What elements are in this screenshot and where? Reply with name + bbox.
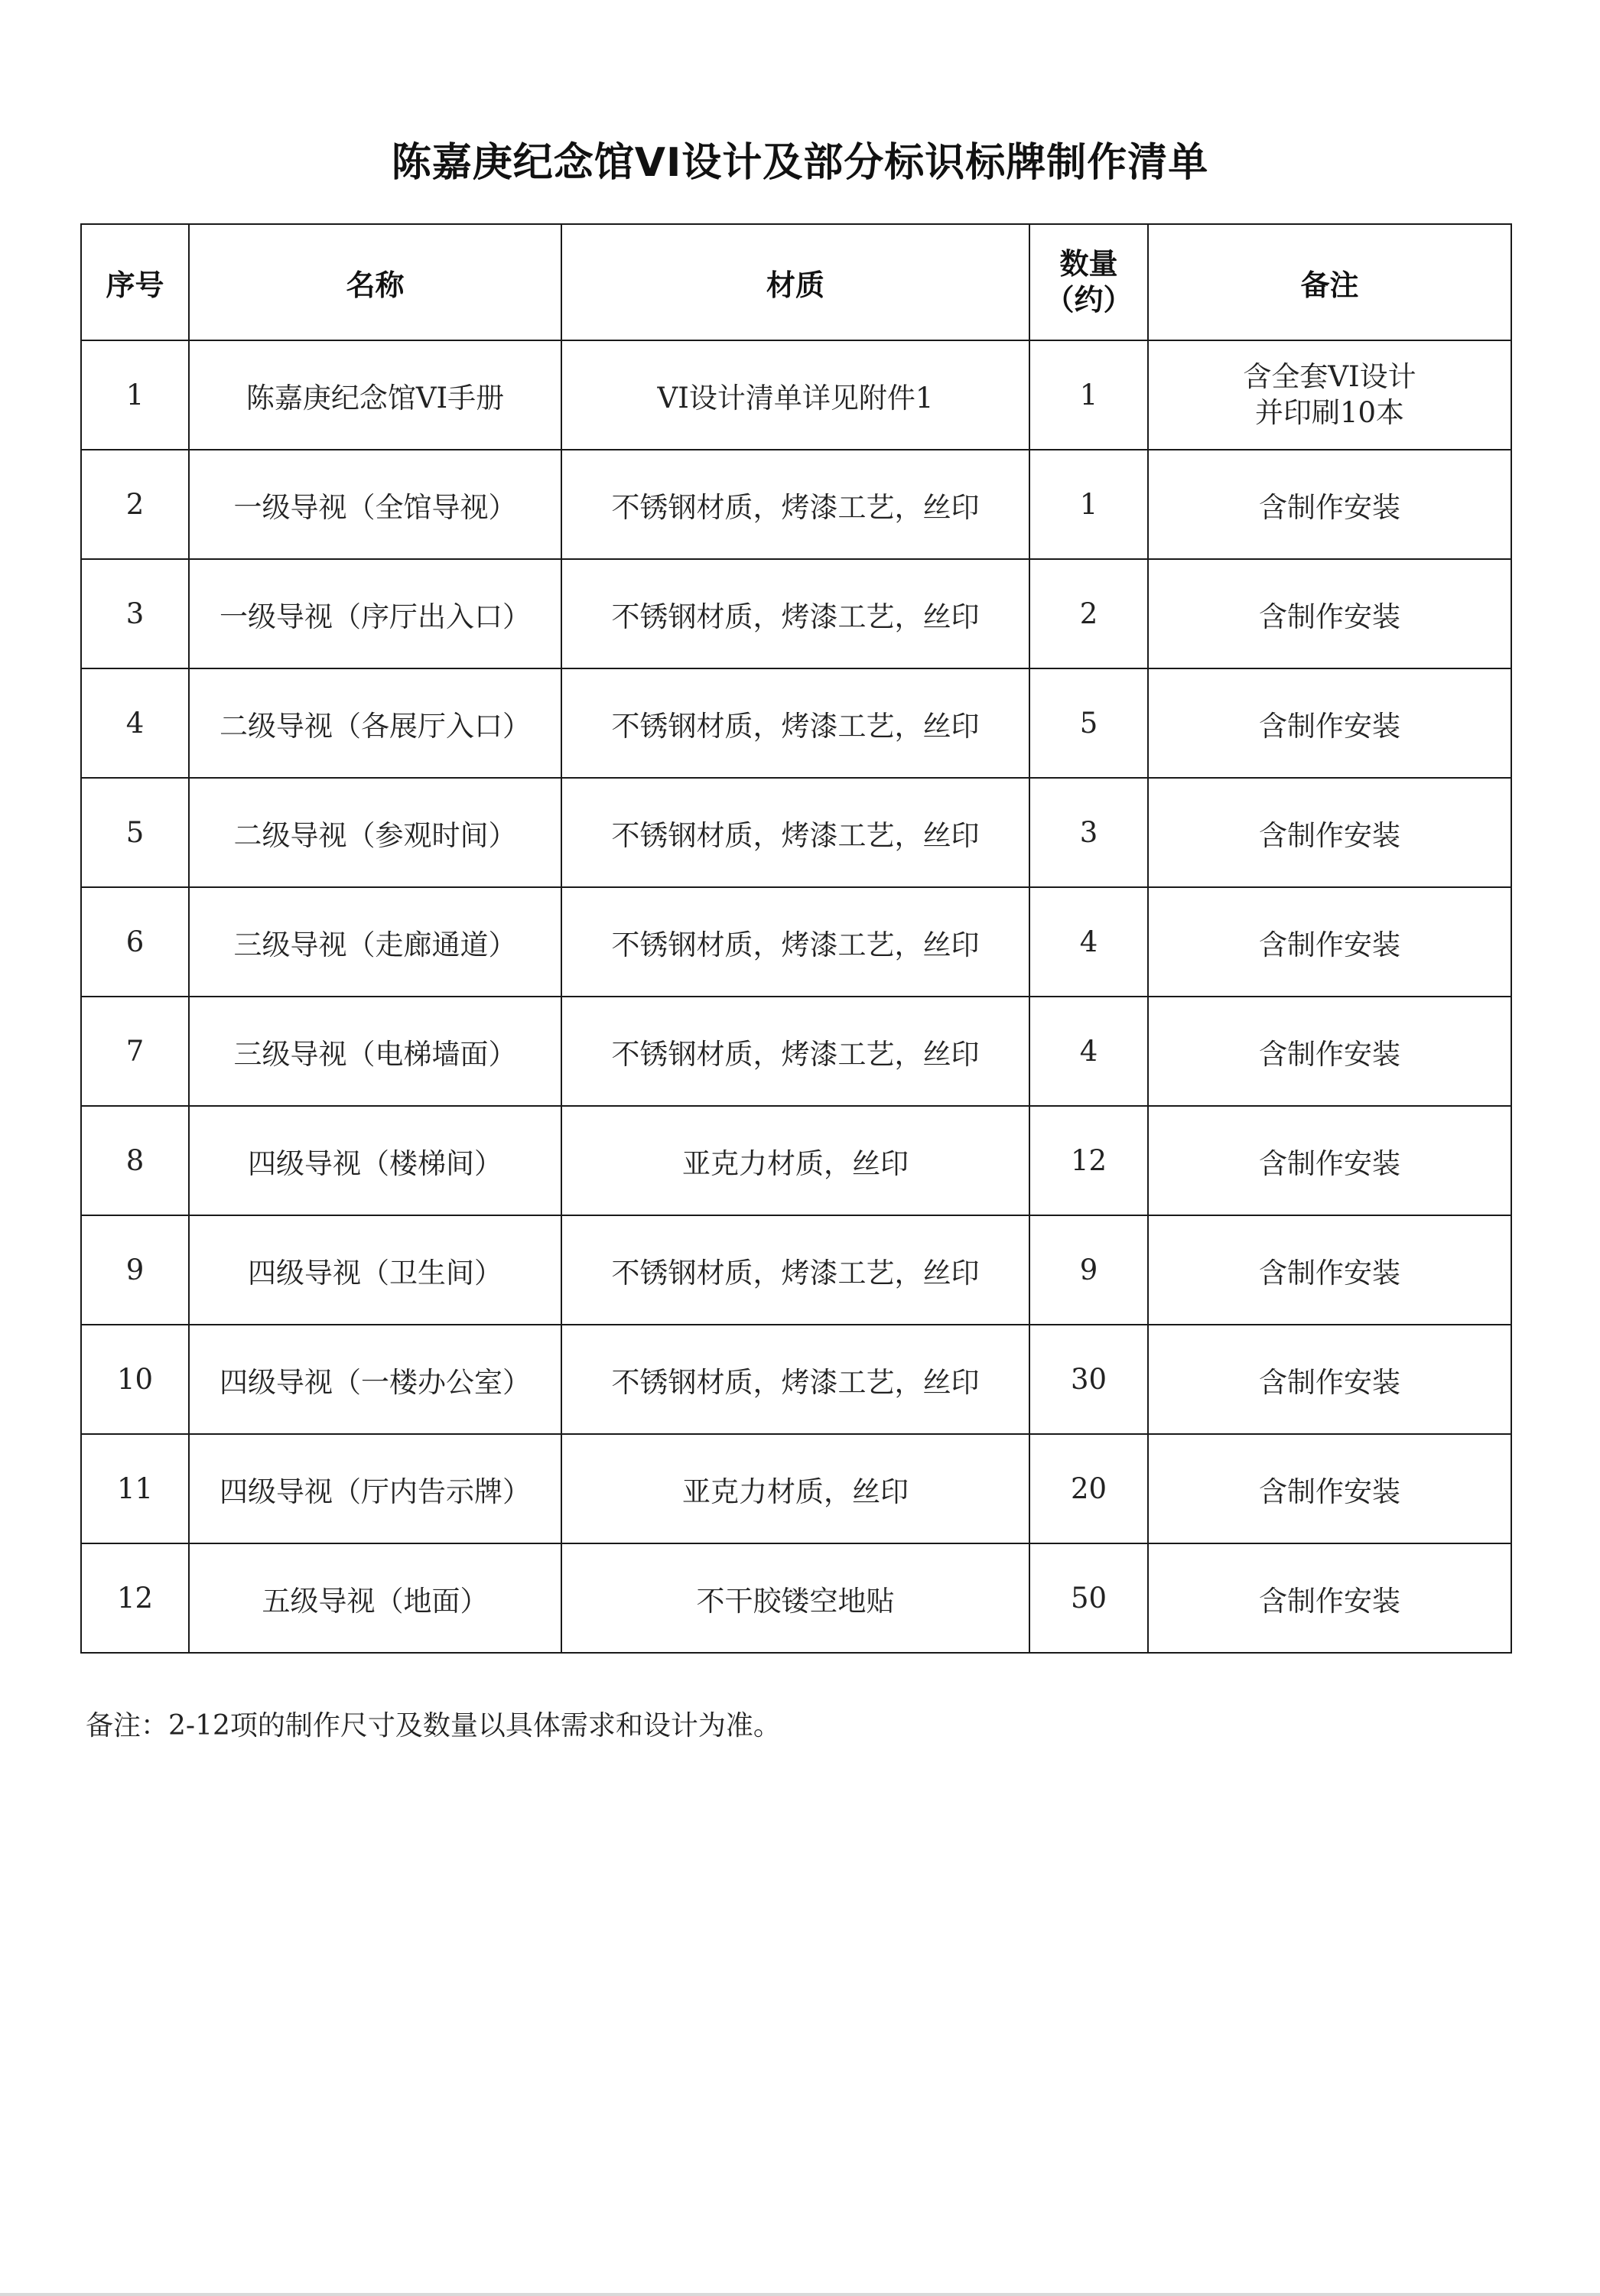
cell-index: 2 — [81, 450, 189, 559]
cell-quantity: 5 — [1029, 668, 1148, 778]
cell-index: 8 — [81, 1106, 189, 1215]
cell-quantity: 9 — [1029, 1215, 1148, 1325]
table-row — [81, 1325, 1511, 1434]
document-title: 陈嘉庚纪念馆VI设计及部分标识标牌制作清单 — [391, 140, 1209, 186]
header-material: 材质 — [561, 224, 1029, 340]
cell-name: 五级导视（地面） — [189, 1543, 561, 1653]
cell-index: 10 — [81, 1325, 189, 1434]
cell-name: 四级导视（一楼办公室） — [189, 1325, 561, 1434]
cell-name: 三级导视（走廊通道） — [189, 887, 561, 997]
cell-index: 9 — [81, 1215, 189, 1325]
table-row — [81, 340, 1511, 450]
cell-quantity: 30 — [1029, 1325, 1148, 1434]
table-header-row — [81, 224, 1511, 340]
header-quantity — [1029, 224, 1148, 340]
cell-index: 4 — [81, 668, 189, 778]
cell-remark: 含制作安装 — [1148, 997, 1511, 1106]
cell-remark: 含制作安装 — [1148, 450, 1511, 559]
cell-remark: 含制作安装 — [1148, 778, 1511, 887]
cell-material: 不锈钢材质，烤漆工艺，丝印 — [561, 997, 1029, 1106]
cell-remark: 含制作安装 — [1148, 1215, 1511, 1325]
cell-quantity: 50 — [1029, 1543, 1148, 1653]
cell-material: 亚克力材质，丝印 — [561, 1434, 1029, 1543]
cell-material: 不锈钢材质，烤漆工艺，丝印 — [561, 450, 1029, 559]
header-quantity-line2: （约） — [1045, 283, 1133, 317]
cell-quantity: 3 — [1029, 778, 1148, 887]
table-row — [81, 450, 1511, 559]
cell-quantity: 2 — [1029, 559, 1148, 668]
cell-remark: 含制作安装 — [1148, 559, 1511, 668]
cell-material: 亚克力材质，丝印 — [561, 1106, 1029, 1215]
cell-name: 一级导视（全馆导视） — [189, 450, 561, 559]
cell-quantity: 4 — [1029, 997, 1148, 1106]
cell-index: 1 — [81, 340, 189, 450]
cell-material: 不干胶镂空地贴 — [561, 1543, 1029, 1653]
cell-remark-line2: 并印刷10本 — [1254, 395, 1405, 429]
cell-name: 四级导视（卫生间） — [189, 1215, 561, 1325]
cell-material: 不锈钢材质，烤漆工艺，丝印 — [561, 1215, 1029, 1325]
table-row — [81, 778, 1511, 887]
cell-remark: 含制作安装 — [1148, 887, 1511, 997]
cell-remark: 含制作安装 — [1148, 1543, 1511, 1653]
cell-remark: 含制作安装 — [1148, 1434, 1511, 1543]
cell-quantity: 1 — [1029, 340, 1148, 450]
cell-index: 6 — [81, 887, 189, 997]
header-quantity-line1: 数量 — [1059, 246, 1118, 281]
table-row — [81, 1215, 1511, 1325]
cell-remark-line1: 含全套VI设计 — [1243, 360, 1416, 394]
table-row — [81, 559, 1511, 668]
cell-material: 不锈钢材质，烤漆工艺，丝印 — [561, 668, 1029, 778]
cell-material: 不锈钢材质，烤漆工艺，丝印 — [561, 778, 1029, 887]
header-name: 名称 — [189, 224, 561, 340]
table-row — [81, 1106, 1511, 1215]
production-list-table — [80, 223, 1512, 1654]
table-row — [81, 668, 1511, 778]
cell-material: 不锈钢材质，烤漆工艺，丝印 — [561, 1325, 1029, 1434]
cell-quantity: 20 — [1029, 1434, 1148, 1543]
cell-index: 11 — [81, 1434, 189, 1543]
cell-quantity: 4 — [1029, 887, 1148, 997]
cell-index: 12 — [81, 1543, 189, 1653]
cell-material: 不锈钢材质，烤漆工艺，丝印 — [561, 559, 1029, 668]
table-row — [81, 997, 1511, 1106]
cell-remark — [1148, 340, 1511, 450]
cell-index: 5 — [81, 778, 189, 887]
page-bottom-edge — [0, 2293, 1600, 2296]
cell-name: 四级导视（厅内告示牌） — [189, 1434, 561, 1543]
cell-material: VI设计清单详见附件1 — [561, 340, 1029, 450]
cell-name: 二级导视（参观时间） — [189, 778, 561, 887]
cell-name: 四级导视（楼梯间） — [189, 1106, 561, 1215]
header-remark: 备注 — [1148, 224, 1511, 340]
cell-name: 陈嘉庚纪念馆VI手册 — [189, 340, 561, 450]
cell-material: 不锈钢材质，烤漆工艺，丝印 — [561, 887, 1029, 997]
cell-quantity: 1 — [1029, 450, 1148, 559]
cell-name: 三级导视（电梯墙面） — [189, 997, 561, 1106]
cell-name: 二级导视（各展厅入口） — [189, 668, 561, 778]
table-row — [81, 887, 1511, 997]
cell-index: 3 — [81, 559, 189, 668]
cell-index: 7 — [81, 997, 189, 1106]
cell-name: 一级导视（序厅出入口） — [189, 559, 561, 668]
table-row — [81, 1543, 1511, 1653]
header-index: 序号 — [81, 224, 189, 340]
cell-remark: 含制作安装 — [1148, 1325, 1511, 1434]
cell-remark: 含制作安装 — [1148, 1106, 1511, 1215]
cell-remark: 含制作安装 — [1148, 668, 1511, 778]
footnote: 备注：2-12项的制作尺寸及数量以具体需求和设计为准。 — [86, 1710, 781, 1742]
table-row — [81, 1434, 1511, 1543]
cell-quantity: 12 — [1029, 1106, 1148, 1215]
